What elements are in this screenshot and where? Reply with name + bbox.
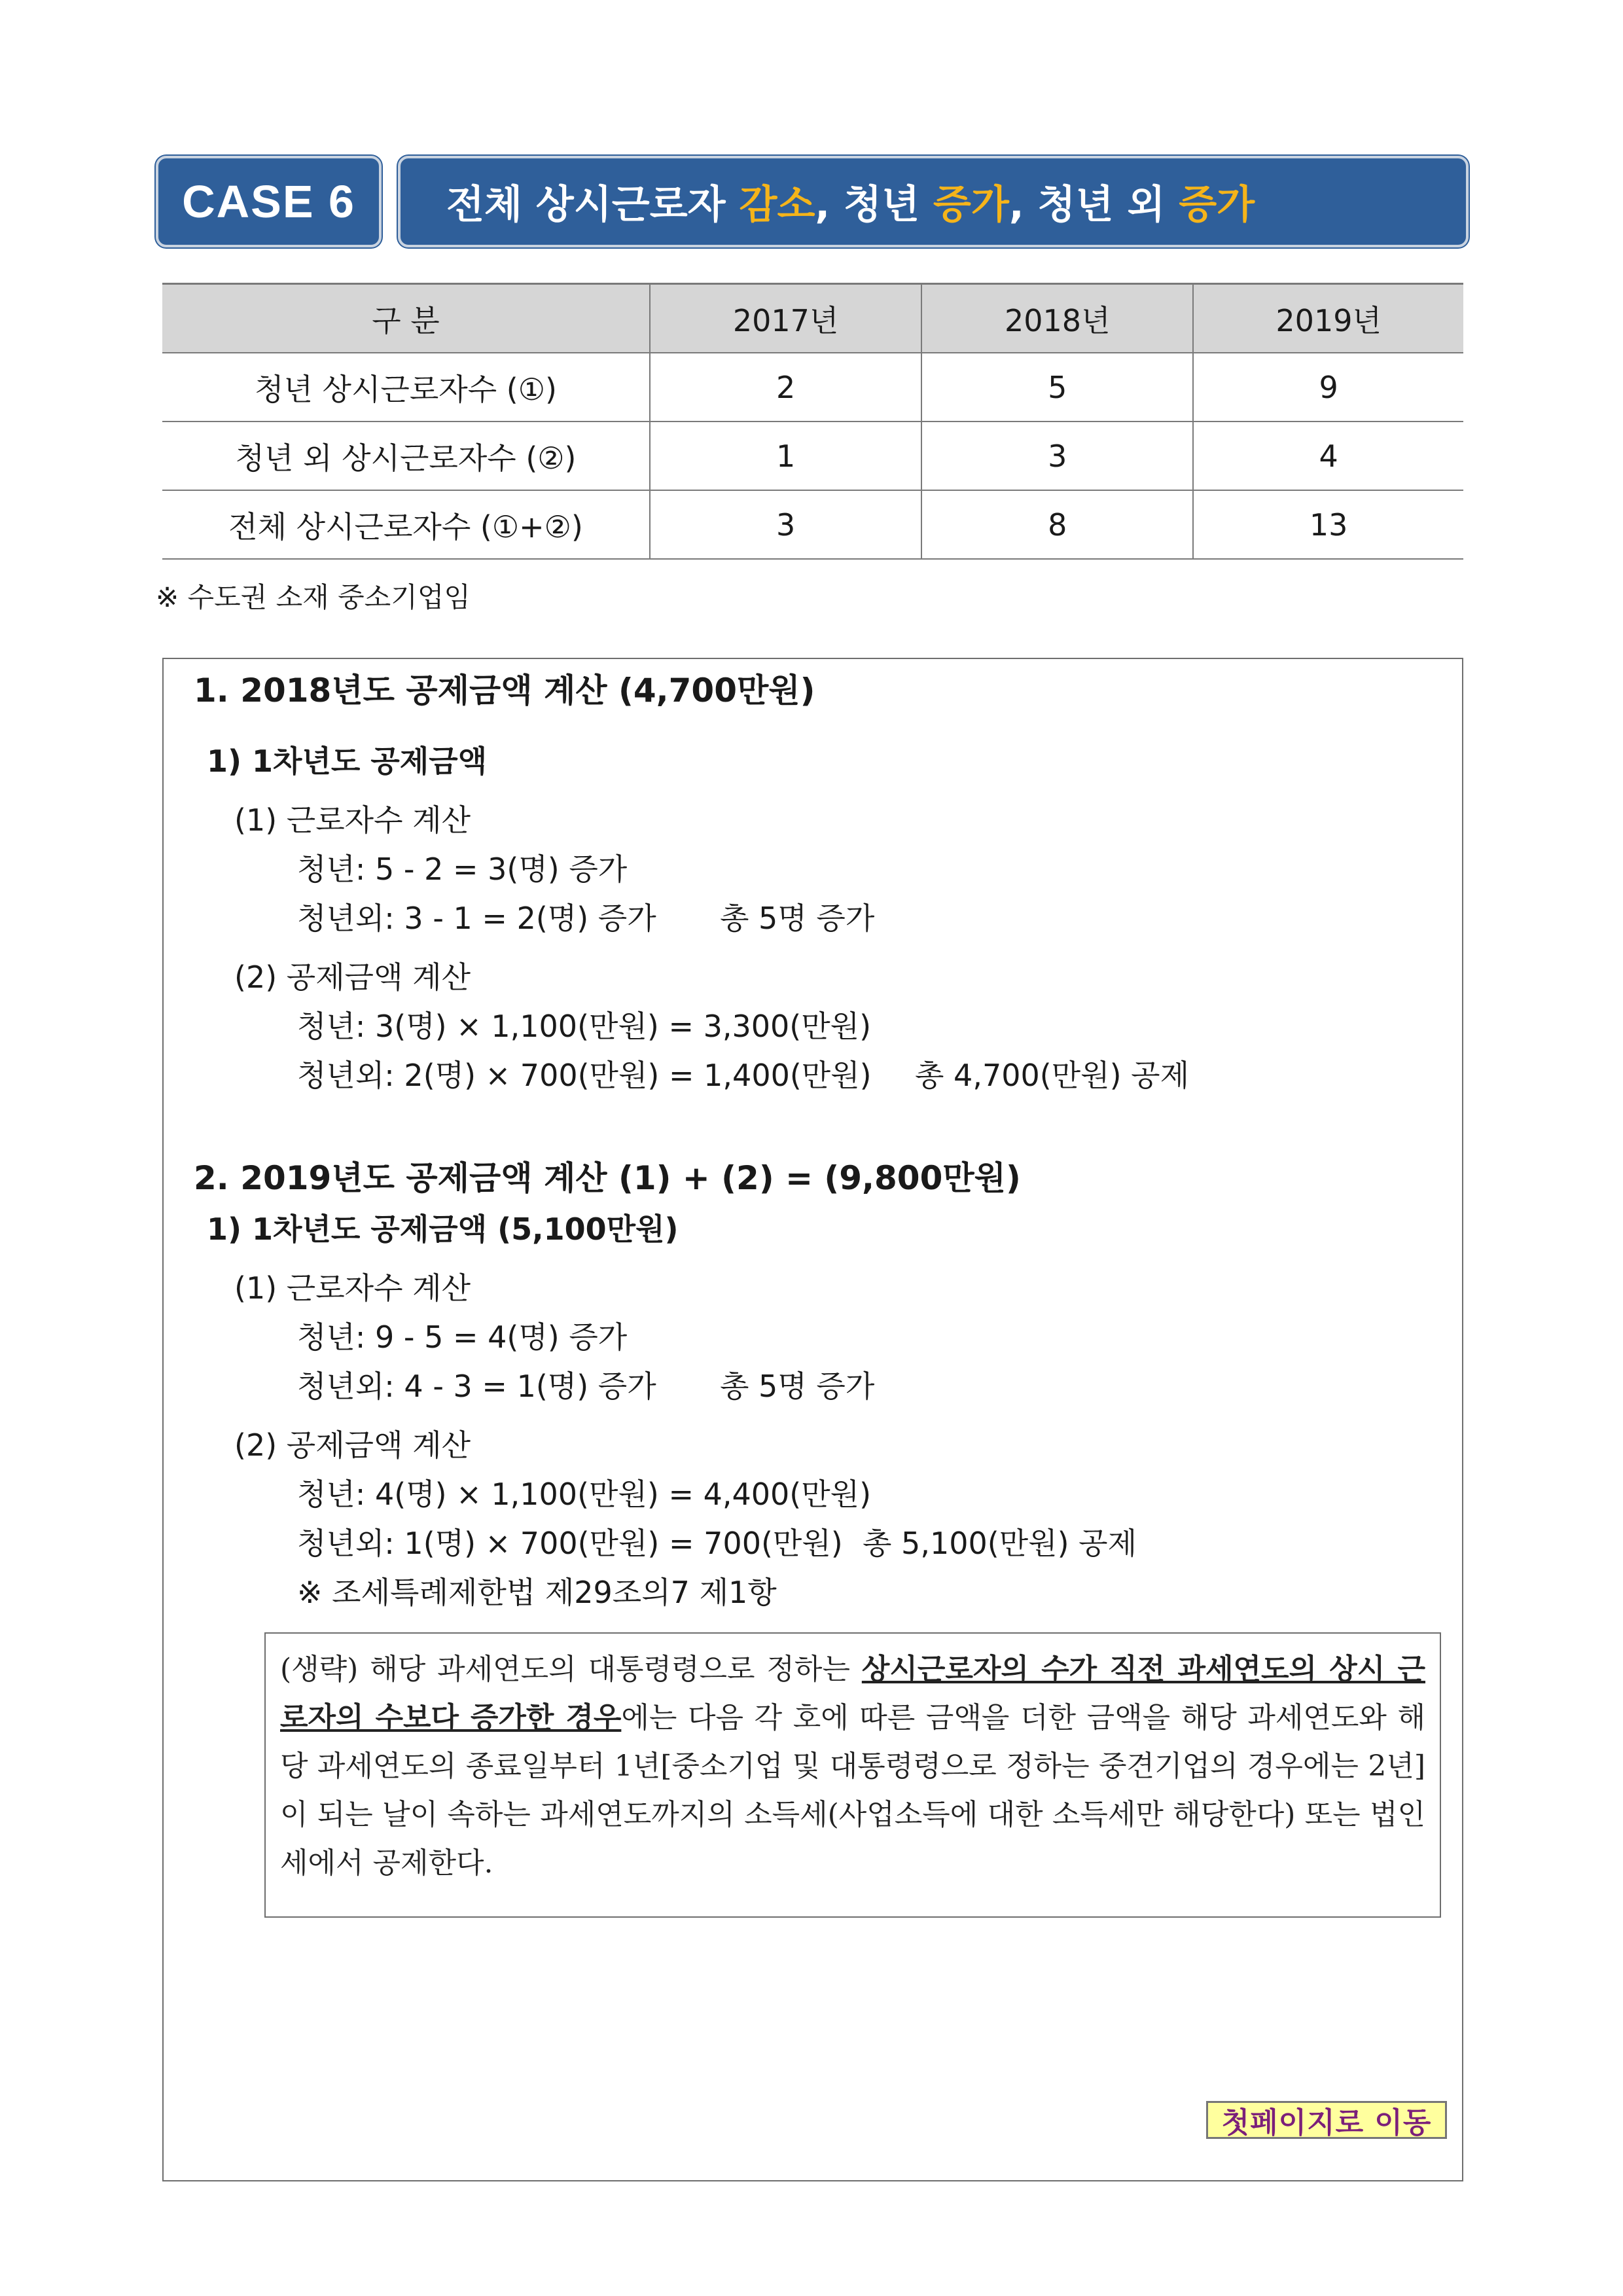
section2-title: 2. 2019년도 공제금액 계산 (1) + (2) = (9,800만원) [194, 1159, 1021, 1197]
header-2018: 2018년 [921, 284, 1193, 353]
section2-youth-amount: 청년: 4(명) × 1,100(만원) = 4,400(만원) [297, 1477, 872, 1512]
law-reference: ※ 조세특례제한법 제29조의7 제1항 [297, 1575, 777, 1610]
cell-value: 3 [921, 422, 1193, 490]
header-2019: 2019년 [1193, 284, 1463, 353]
section2-nonyouth-amount: 청년외: 1(명) × 700(만원) = 700(만원) [297, 1526, 843, 1561]
cell-value: 3 [650, 490, 921, 559]
title-part-2: , 청년 [815, 182, 933, 228]
section2-item2: (2) 공제금액 계산 [234, 1427, 471, 1463]
cell-value: 9 [1193, 353, 1463, 422]
section1-total-amount: 총 4,700(만원) 공제 [915, 1058, 1190, 1093]
title-part-3: , 청년 외 [1008, 182, 1179, 228]
cell-value: 4 [1193, 422, 1463, 490]
cell-value: 2 [650, 353, 921, 422]
table-row [162, 422, 1463, 490]
cell-value: 8 [921, 490, 1193, 559]
section2-youth-count: 청년: 9 - 5 = 4(명) 증가 [297, 1319, 628, 1355]
law-text-2: 에는 다음 각 호에 따른 금액을 더한 금액을 해당 과세연도와 해당 과세연도의 종료일부터 1년[중소기업 및 대통령령으로 정하는 중견기업의 경우에는 2년]이 되는 날이 속하는 과세연도까지의 소득세(사업소득에 대한 소득세만 해당한다) 또는 법인세에서 공제한다. [280, 1701, 1425, 1880]
header-category: 구 분 [162, 284, 650, 353]
cell-value: 13 [1193, 490, 1463, 559]
law-text-1: (생략) 해당 과세연도의 대통령령으로 정하는 [280, 1653, 862, 1686]
case-badge: CASE 6 [156, 156, 382, 247]
row-label: 전체 상시근로자수 (①+②) [162, 490, 650, 559]
section2-nonyouth-count: 청년외: 4 - 3 = 1(명) 증가 [297, 1369, 656, 1404]
cell-value: 1 [650, 422, 921, 490]
section1-title: 1. 2018년도 공제금액 계산 (4,700만원) [194, 672, 815, 709]
section1-youth-count: 청년: 5 - 2 = 3(명) 증가 [297, 852, 628, 887]
section1-total-count: 총 5명 증가 [720, 901, 875, 936]
section2-subtitle: 1) 1차년도 공제금액 (5,100만원) [207, 1211, 679, 1247]
section2-item1: (1) 근로자수 계산 [234, 1270, 471, 1306]
title-highlight-1: 감소 [739, 182, 815, 228]
row-label: 청년 상시근로자수 (①) [162, 353, 650, 422]
section1-item1: (1) 근로자수 계산 [234, 802, 471, 838]
section1-youth-amount: 청년: 3(명) × 1,100(만원) = 3,300(만원) [297, 1009, 872, 1044]
title-highlight-2: 증가 [933, 182, 1009, 228]
section1-subtitle: 1) 1차년도 공제금액 [207, 744, 488, 779]
cell-value: 5 [921, 353, 1193, 422]
row-label: 청년 외 상시근로자수 (②) [162, 422, 650, 490]
section1-nonyouth-amount: 청년외: 2(명) × 700(만원) = 1,400(만원) [297, 1058, 872, 1093]
header-2017: 2017년 [650, 284, 921, 353]
table-row [162, 353, 1463, 422]
table-note: ※ 수도권 소재 중소기업임 [156, 581, 471, 613]
first-page-button[interactable]: 첫페이지로 이동 [1206, 2101, 1447, 2139]
table-header-row [162, 284, 1463, 353]
case-title [398, 156, 1469, 247]
section2-total-count: 총 5명 증가 [720, 1369, 875, 1404]
law-underlined-text: 상시근로자의 수가 직전 과세연도의 상시 근로자의 수보다 증가한 경우 [280, 1653, 1425, 1734]
title-part-1: 전체 상시근로자 [446, 182, 740, 228]
title-highlight-3: 증가 [1179, 182, 1255, 228]
section1-nonyouth-count: 청년외: 3 - 1 = 2(명) 증가 [297, 901, 656, 936]
law-excerpt [264, 1632, 1441, 1918]
table-row [162, 490, 1463, 559]
section2-total-amount: 총 5,100(만원) 공제 [863, 1526, 1137, 1561]
employee-count-table [162, 283, 1463, 560]
section1-item2: (2) 공제금액 계산 [234, 960, 471, 995]
